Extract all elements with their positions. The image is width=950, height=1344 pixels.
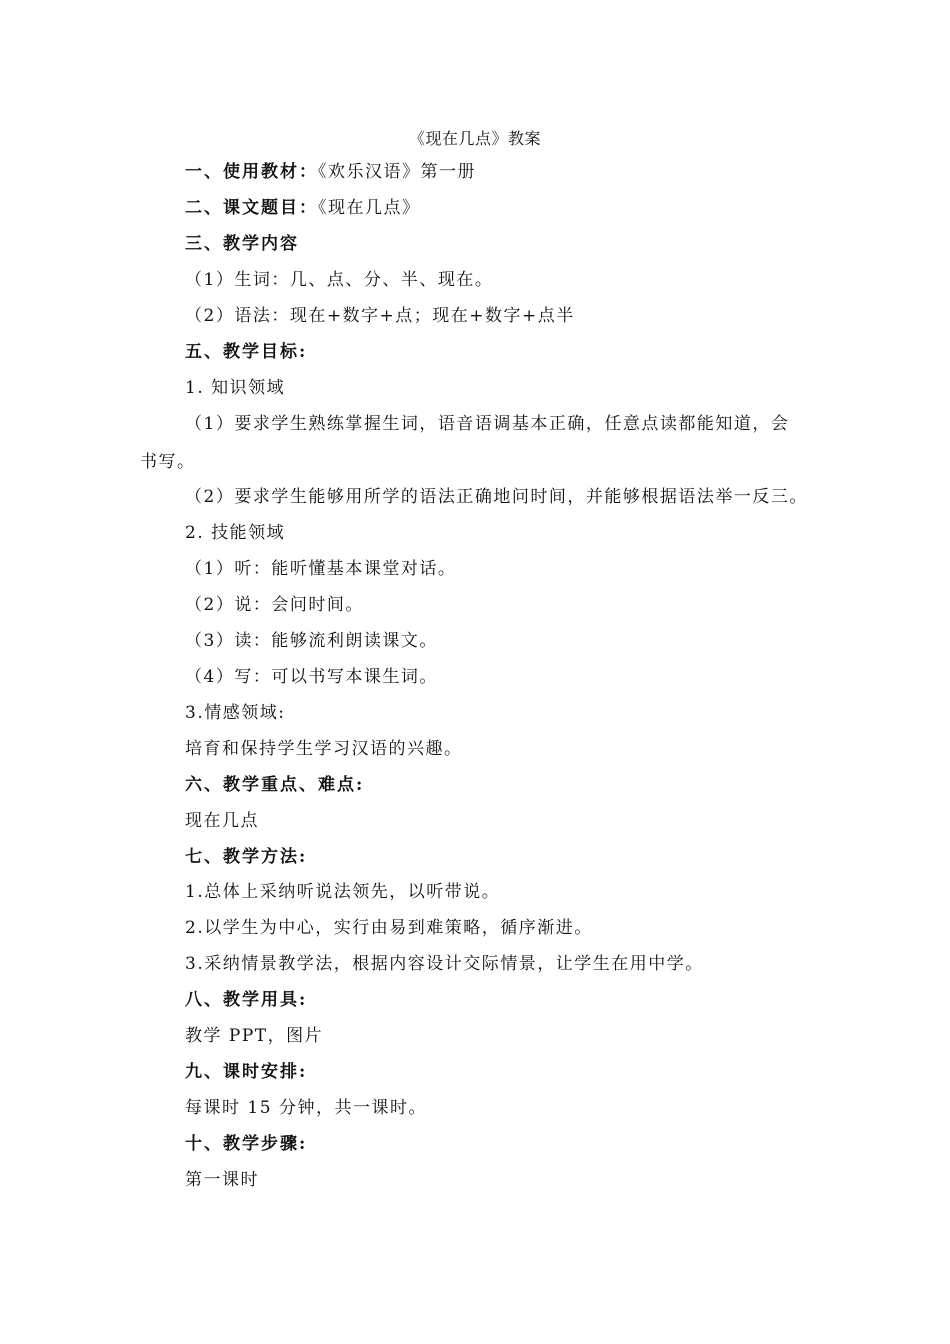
- knowledge-heading: 1. 知识领域: [185, 378, 286, 398]
- method-item-3: 3.采纳情景教学法，根据内容设计交际情景，让学生在用中学。: [185, 954, 704, 974]
- section-tools-heading: 八、教学用具:: [185, 990, 308, 1010]
- section-lesson-title-value: 《现在几点》: [318, 198, 421, 218]
- section-content-heading: 三、教学内容: [185, 234, 299, 254]
- document-title: 《现在几点》教案: [408, 129, 541, 148]
- section-lesson-title: [185, 197, 421, 219]
- section-textbook: [185, 161, 476, 183]
- section-textbook-value: 《欢乐汉语》第一册: [318, 162, 476, 182]
- section-steps-heading: 十、教学步骤:: [185, 1134, 308, 1154]
- section-textbook-label: 一、使用教材：: [185, 162, 318, 182]
- skill-item-writing: （4）写：可以书写本课生词。: [185, 667, 438, 687]
- knowledge-item-1: （1）要求学生熟练掌握生词，语音语调基本正确，任意点读都能知道，会: [185, 414, 790, 434]
- steps-text: 第一课时: [185, 1170, 259, 1190]
- skill-item-listening: （1）听：能听懂基本课堂对话。: [185, 559, 457, 579]
- section-objectives-heading: 五、教学目标:: [185, 342, 308, 362]
- schedule-text: 每课时 15 分钟，共一课时。: [185, 1098, 427, 1118]
- section-keypoints-heading: 六、教学重点、难点:: [185, 775, 365, 795]
- knowledge-item-1-cont: 书写。: [140, 452, 196, 472]
- section-methods-heading: 七、教学方法:: [185, 847, 308, 867]
- skill-item-reading: （3）读：能够流利朗读课文。: [185, 631, 438, 651]
- section-lesson-title-label: 二、课文题目：: [185, 198, 318, 218]
- method-item-1: 1.总体上采纳听说法领先，以听带说。: [185, 882, 501, 902]
- section-schedule-heading: 九、课时安排:: [185, 1062, 308, 1082]
- skills-heading: 2. 技能领域: [185, 523, 286, 543]
- skill-item-speaking: （2）说：会问时间。: [185, 595, 364, 615]
- method-item-2: 2.以学生为中心，实行由易到难策略，循序渐进。: [185, 918, 593, 938]
- content-item-grammar: （2）语法：现在+数字+点；现在+数字+点半: [185, 306, 575, 326]
- content-item-vocab: （1）生词：几、点、分、半、现在。: [185, 270, 494, 290]
- emotion-text: 培育和保持学生学习汉语的兴趣。: [185, 739, 463, 759]
- keypoints-text: 现在几点: [185, 811, 259, 831]
- tools-text: 教学 PPT，图片: [185, 1026, 324, 1046]
- emotion-heading: 3.情感领域:: [185, 703, 286, 723]
- knowledge-item-2: （2）要求学生能够用所学的语法正确地问时间，并能够根据语法举一反三。: [185, 487, 808, 507]
